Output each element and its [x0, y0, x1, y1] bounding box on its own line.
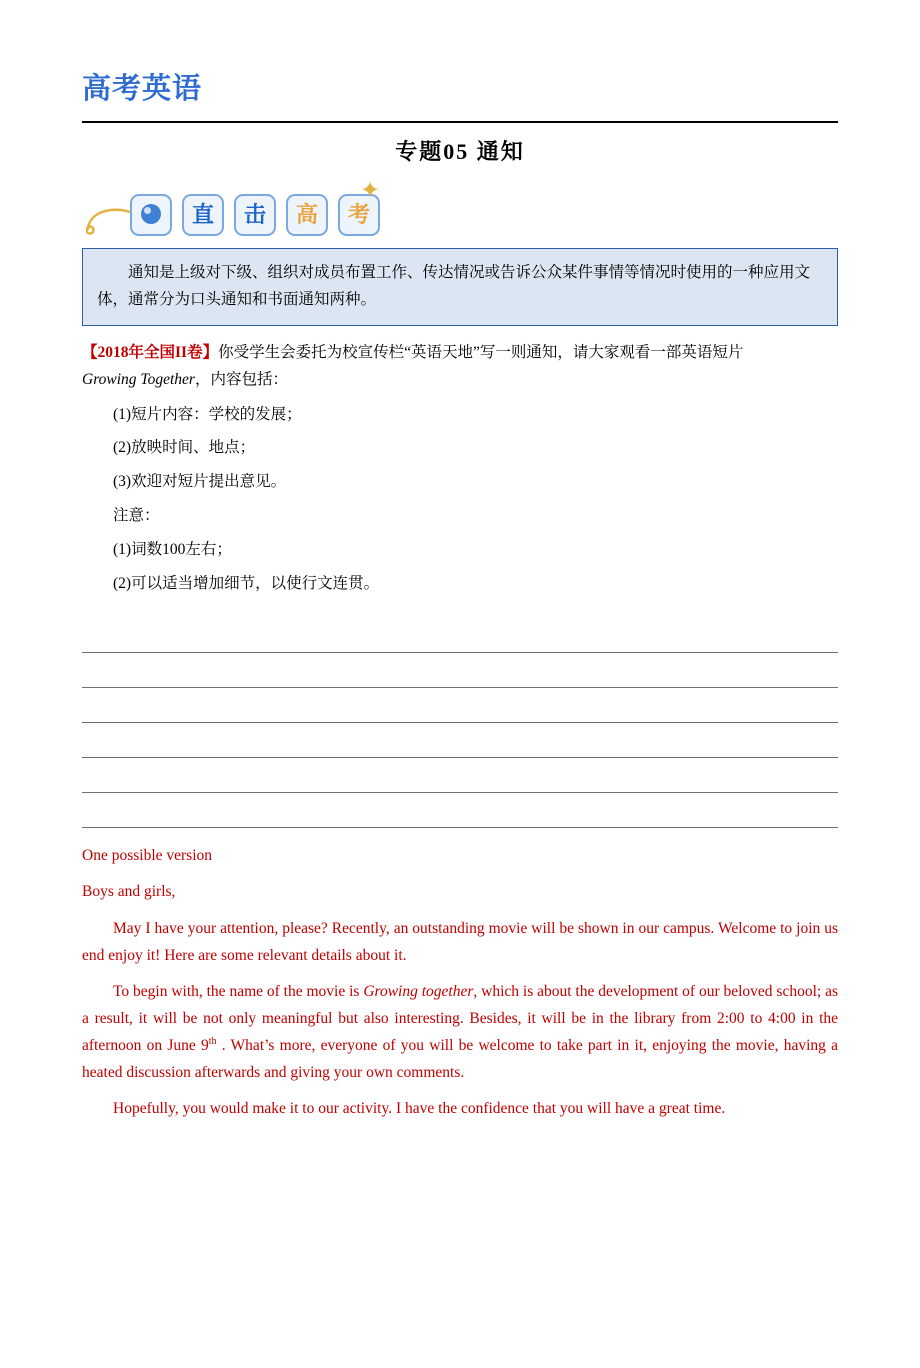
para2-part-a: To begin with, the name of the movie is — [113, 982, 364, 1000]
para2-part-b: , which is about the development of our beloved school; as a result, it will be not only meaningful but also interesting. Besides, it will be in the library from 2:00 to 4:00 in the afternoon on June 9 — [82, 982, 838, 1055]
para2-part-c: . What’s more, everyone of you will be welcome to take part in it, enjoying the movie, having a heated discussion afterwards and giving your own comments. — [82, 1037, 838, 1082]
question-point-1: (1)短片内容：学校的发展； — [113, 405, 302, 423]
para2-ordinal-suffix: th — [208, 1035, 217, 1047]
answer-line[interactable] — [82, 618, 838, 653]
question-source: 【2018年全国II卷】 — [82, 344, 219, 362]
header-divider — [82, 121, 838, 123]
banner-chip-3: 高 — [286, 194, 328, 236]
intro-callout: 通知是上级对下级、组织对成员布置工作、传达情况或告诉公众某件事情等情况时使用的一种应用文体，通常分为口头通知和书面通知两种。 — [82, 248, 838, 326]
sample-answer-paragraph-1: May I have your attention, please? Recently, an outstanding movie will be shown in our campus. Welcome to join us end enjoy it! Here are some relevant details about it. — [82, 919, 838, 964]
document-page — [0, 66, 920, 1368]
question-stem — [82, 340, 838, 393]
question-stem-text-1: 你受学生会委托为校宣传栏“英语天地”写一则通知，请大家观看一部英语短片 — [218, 344, 744, 362]
question-point-3: (3)欢迎对短片提出意见。 — [113, 473, 287, 491]
brand-title: 高考英语 — [82, 73, 203, 105]
sample-answer-paragraph-3: Hopefully, you would make it to our activity. I have the confidence that you will have a great time. — [113, 1100, 726, 1118]
sample-answer-paragraph-2 — [82, 978, 838, 1087]
answer-line[interactable] — [82, 723, 838, 758]
answer-line[interactable] — [82, 793, 838, 828]
banner-chip-icon — [130, 194, 172, 236]
answer-line[interactable] — [82, 653, 838, 688]
para2-movie-title: Growing together — [363, 982, 474, 1000]
answer-writing-area[interactable] — [82, 618, 838, 828]
movie-title-inline: Growing Together — [82, 370, 195, 388]
question-stem-text-2: ，内容包括： — [194, 370, 288, 388]
answer-line[interactable] — [82, 758, 838, 793]
sample-answer-heading: One possible version — [82, 847, 213, 865]
sample-answer — [82, 842, 838, 1122]
banner-chip-2: 击 — [234, 194, 276, 236]
question-point-2: (2)放映时间、地点； — [113, 439, 256, 457]
banner-chip-1: 直 — [182, 194, 224, 236]
sample-answer-salutation: Boys and girls, — [82, 883, 176, 901]
notes-label: 注意： — [113, 506, 160, 524]
answer-line[interactable] — [82, 688, 838, 723]
note-1: (1)词数100左右； — [113, 540, 232, 558]
page-title: 专题05 通知 — [395, 139, 525, 164]
banner-chip-4: 考 — [338, 194, 380, 236]
sparkle-icon: ✦ — [360, 177, 381, 204]
note-2: (2)可以适当增加细节，以使行文连贯。 — [113, 574, 380, 592]
circle-icon — [141, 204, 161, 224]
section-banner — [82, 177, 838, 248]
